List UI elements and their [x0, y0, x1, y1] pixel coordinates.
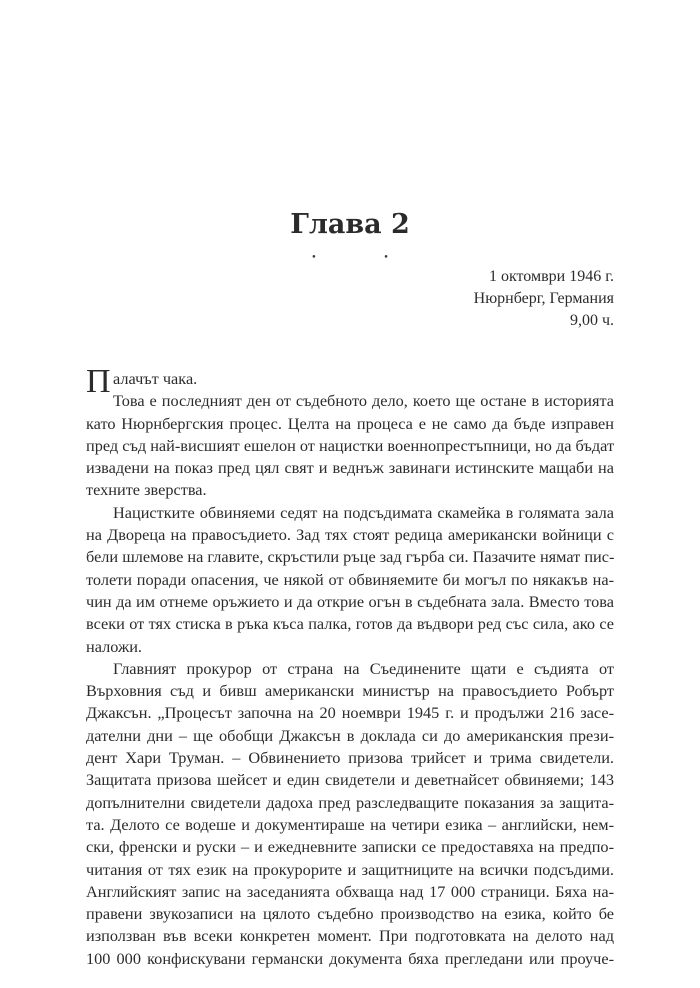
text-line: правени звукозаписи на цялото съдебно производство на езика, който бе	[86, 904, 614, 924]
text-line: на Двореца на правосъдието. Зад тях стоят редица американски войници с	[86, 525, 614, 545]
dateline-time: 9,00 ч.	[569, 312, 614, 329]
text-line: допълнителни свидетели дадоха пред разследващите показания за защита-	[86, 792, 614, 812]
text-line: та. Делото се водеше и документираше на четири езика – английски, нем-	[86, 814, 614, 834]
text-line: Нацистките обвиняеми седят на подсъдимата скамейка в голямата зала	[113, 502, 614, 522]
dateline-place: Нюрнберг, Германия	[473, 290, 614, 307]
text-line: извадени на показ пред цял свят и веднъж завинаги истинските мащаби на	[86, 458, 614, 478]
text-line: пред съд най-висшият ешелон от нацистки военнопрестъпници, но да бъдат	[86, 435, 614, 455]
chapter-title: Глава 2	[290, 209, 410, 240]
text-line: читания от тях език на прокурорите и защитниците на всички подсъдими.	[86, 859, 614, 879]
text-line: Това е последният ден от съдебното дело, което ще остане в историята	[113, 391, 614, 411]
text-line: ски, френски и руски – и ежедневните записки се предоставяха на предпо-	[86, 837, 614, 857]
text-line: Върховния съд и бивш американски министър на правосъдието Робърт	[86, 681, 614, 701]
first-line	[86, 363, 614, 400]
text-line: дент Хари Труман. – Обвинението призова трийсет и трима свидетели.	[86, 748, 614, 768]
text-line: алачът чака.	[113, 369, 198, 388]
text-line: използван във всеки конкретен момент. При подготовката на делото над	[86, 926, 614, 946]
text-line: Английският запис на заседанията обхваща над 17 000 страници. Бяха на-	[86, 881, 614, 901]
text-line: дателни дни – ще обобщи Джаксън в доклада си до американския прези-	[86, 725, 614, 745]
drop-cap: П	[86, 363, 111, 400]
text-line: Джаксън. „Процесът започна на 20 ноември 1945 г. и продължи 216 засе-	[86, 703, 614, 723]
text-line: като Нюрнбергския процес. Целта на процеса е не само да бъде изправен	[86, 413, 614, 433]
text-line: 100 000 конфискувани германски документа бяха прегледани или проуче-	[86, 948, 614, 968]
text-line: бели шлемове на главите, скръстили ръце зад гърба си. Пазачите нямат пис-	[86, 547, 614, 567]
text-line: техните зверства.	[86, 480, 207, 500]
text-line: всеки от тях стиска в ръка къса палка, готов да въдвори ред със сила, ако се	[86, 614, 614, 634]
dateline	[474, 266, 614, 332]
text-line: наложи.	[86, 636, 142, 656]
dateline-date: 1 октомври 1946 г.	[488, 268, 614, 285]
text-line: чин да им отнеме оръжието и да открие огън в съдебната зала. Вместо това	[86, 591, 614, 611]
body-text	[86, 363, 614, 970]
chapter-ornament: • •	[311, 253, 421, 263]
text-line: толети поради опасения, че някой от обвиняемите би могъл по някакъв на-	[86, 569, 614, 589]
text-line: Главният прокурор от страна на Съединените щати е съдията от	[113, 658, 614, 678]
text-line: Защитата призова шейсет и един свидетели и деветнайсет обвиняеми; 143	[86, 770, 614, 790]
